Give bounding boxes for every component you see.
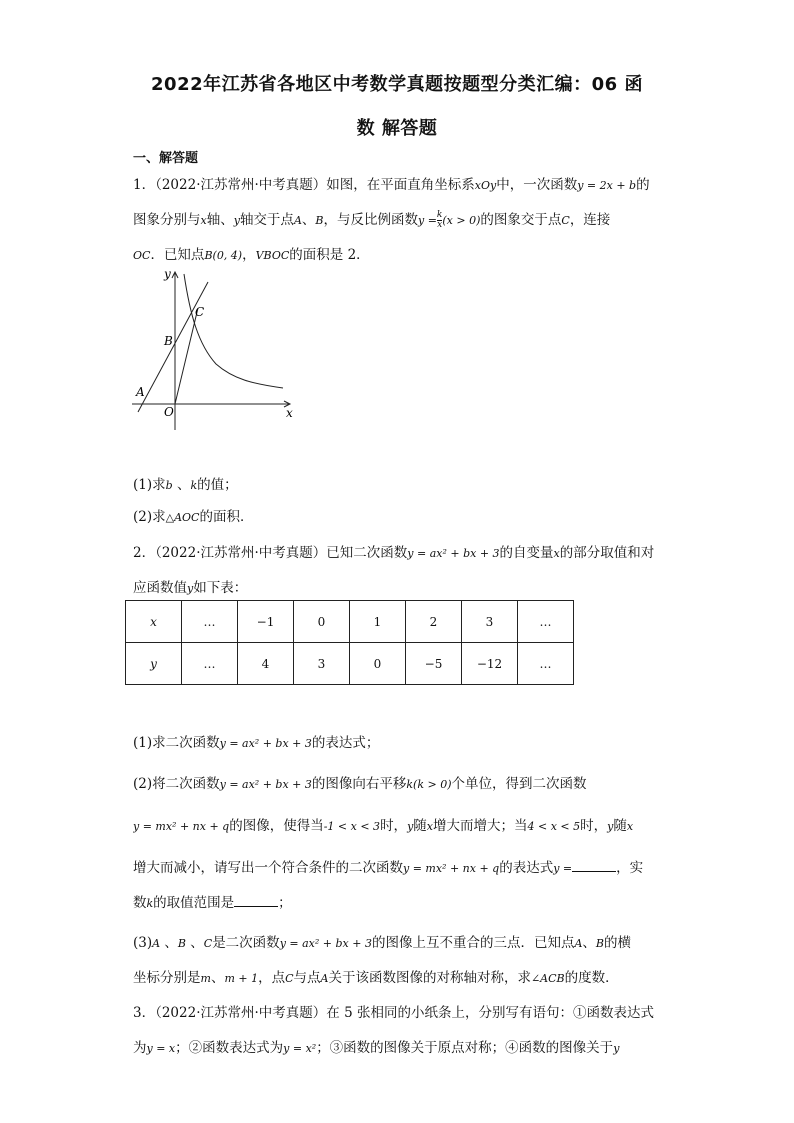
q2-math: x bbox=[626, 820, 634, 833]
table-cell: … bbox=[182, 601, 238, 643]
q2-math: C bbox=[203, 937, 213, 950]
table-cell: −5 bbox=[406, 643, 462, 685]
q2-text: 的自变量 bbox=[499, 545, 554, 561]
table-cell: … bbox=[518, 643, 574, 685]
q2-text: 个单位，得到二次函数 bbox=[451, 776, 587, 792]
q1-math: y = bbox=[417, 214, 437, 227]
q1-text: ， bbox=[242, 247, 256, 263]
q1-text: 中，一次函数 bbox=[496, 177, 578, 193]
q2-math: m + 1 bbox=[224, 972, 259, 985]
q2-math: y = ax² + bx + 3 bbox=[219, 778, 312, 791]
q1-text: ．已知点 bbox=[150, 247, 205, 263]
q2-text: 的横 bbox=[604, 935, 631, 951]
q2-math: k bbox=[146, 897, 154, 910]
q1-math: C bbox=[561, 214, 570, 227]
q2-math: y bbox=[407, 820, 414, 833]
q2-text: 关于该函数图像的对称轴对称，求 bbox=[328, 970, 531, 986]
q1-text: 轴交于点 bbox=[239, 212, 294, 228]
table-row bbox=[126, 643, 574, 685]
q1-text: (1)求 bbox=[133, 477, 166, 493]
q2-text: 增大而减小，请写出一个符合条件的二次函数 bbox=[133, 860, 403, 876]
q1-line-1 bbox=[133, 173, 663, 193]
q2-text: ； bbox=[278, 895, 292, 911]
section-heading: 一、解答题 bbox=[133, 151, 199, 166]
graph-label-b: B bbox=[164, 334, 173, 348]
q2-text: ，实 bbox=[616, 860, 644, 876]
inverse-proportion-curve bbox=[184, 274, 283, 388]
q2-text: 与点 bbox=[293, 970, 321, 986]
linear-function-line bbox=[138, 282, 208, 412]
q2-text: 应函数值 bbox=[133, 580, 187, 596]
q1-text: 的面积是 2． bbox=[289, 247, 370, 263]
q1-text: ，连接 bbox=[569, 212, 611, 228]
q1-math: b bbox=[165, 479, 173, 492]
table-cell: … bbox=[518, 601, 574, 643]
q1-math: OC bbox=[133, 249, 151, 262]
q3-text: ；③函数的图像关于原点对称；④函数的图像关于 bbox=[316, 1040, 614, 1056]
q2-math: 4 < x < 5 bbox=[527, 820, 581, 833]
q3-line-2 bbox=[133, 1036, 663, 1056]
table-cell: … bbox=[182, 643, 238, 685]
q2-sub-1 bbox=[133, 731, 663, 751]
q2-text: 的表达式； bbox=[311, 735, 380, 751]
graph-label-a: A bbox=[136, 385, 145, 399]
q3-math: y = x² bbox=[283, 1042, 317, 1055]
table-cell: 1 bbox=[350, 601, 406, 643]
q2-math: y = mx² + nx + q bbox=[403, 862, 500, 875]
q2-text: ，点 bbox=[258, 970, 286, 986]
q2-math: y = ax² + bx + 3 bbox=[219, 737, 312, 750]
q2-math: y = bbox=[553, 862, 573, 875]
q2-text: 随 bbox=[613, 818, 627, 834]
q2-text: (1)求二次函数 bbox=[133, 735, 220, 751]
q2-math: A bbox=[574, 937, 583, 950]
q1-sub-1 bbox=[133, 473, 663, 493]
q1-math: B(0, 4) bbox=[204, 249, 243, 262]
q3-math: y = x bbox=[146, 1042, 176, 1055]
table-cell: 2 bbox=[406, 601, 462, 643]
q1-math: (x > 0) bbox=[442, 214, 481, 227]
q2-math: k(k > 0) bbox=[406, 778, 452, 791]
q2-math: x bbox=[426, 820, 433, 833]
q2-text: (2)将二次函数 bbox=[133, 776, 220, 792]
q1-math: y bbox=[233, 214, 240, 227]
q1-math-linear: y = 2x + b bbox=[577, 179, 637, 192]
q1-text: 的面积． bbox=[199, 509, 254, 525]
q3-line-1: 3．（2022·江苏常州·中考真题）在 5 张相同的小纸条上，分别写有语句：①函数表达式 bbox=[133, 1005, 654, 1021]
table-cell: y bbox=[126, 643, 182, 685]
q2-math: ∠ACB bbox=[530, 972, 565, 985]
q1-math: B bbox=[315, 214, 324, 227]
q2-text: 、 bbox=[160, 935, 178, 951]
table-cell: −1 bbox=[238, 601, 294, 643]
q1-text: 1．（2022·江苏常州·中考真题）如图，在平面直角坐标系 bbox=[133, 177, 475, 193]
q2-text: 是二次函数 bbox=[212, 935, 280, 951]
q2-math: B bbox=[177, 937, 186, 950]
q2-math: x bbox=[553, 547, 560, 560]
q1-text: 的图象交于点 bbox=[480, 212, 562, 228]
q2-line-2 bbox=[133, 576, 663, 596]
q2-math: y bbox=[187, 582, 194, 595]
graph-label-x: x bbox=[286, 406, 293, 420]
q1-text: 、 bbox=[301, 212, 316, 228]
q1-math: △AOC bbox=[165, 511, 200, 524]
q2-sub-2-line-4 bbox=[133, 891, 663, 911]
q2-text: 随 bbox=[413, 818, 427, 834]
table-cell: 0 bbox=[294, 601, 350, 643]
answer-blank[interactable] bbox=[234, 894, 278, 907]
q3-text: 为 bbox=[133, 1040, 147, 1056]
q1-text: 轴、 bbox=[206, 212, 234, 228]
q1-line-3 bbox=[133, 243, 663, 263]
q2-text: 坐标分别是 bbox=[133, 970, 201, 986]
graph-label-y: y bbox=[164, 267, 171, 281]
graph-label-o: O bbox=[164, 405, 174, 419]
q2-sub-2-line-2 bbox=[133, 814, 663, 834]
q1-line-2 bbox=[133, 208, 663, 230]
document-title-line-1: 2022年江苏省各地区中考数学真题按题型分类汇编：06 函 bbox=[151, 74, 643, 95]
q2-sub-2-line-3 bbox=[133, 856, 663, 876]
q1-text: 、 bbox=[172, 477, 191, 493]
q2-text: 、 bbox=[582, 935, 596, 951]
q2-math: -1 < x < 3 bbox=[323, 820, 381, 833]
table-cell: 3 bbox=[462, 601, 518, 643]
graph-label-c: C bbox=[195, 305, 205, 319]
q2-text: 如下表： bbox=[193, 580, 248, 596]
document-title-line-2: 数 解答题 bbox=[356, 118, 438, 139]
q2-text: 增大而增大；当 bbox=[433, 818, 528, 834]
q1-math-xoy: xOy bbox=[474, 179, 497, 192]
q1-text: (2)求 bbox=[133, 509, 166, 525]
q1-text: 图象分别与 bbox=[133, 212, 201, 228]
table-cell: x bbox=[126, 601, 182, 643]
q2-value-table bbox=[125, 600, 574, 685]
table-cell: 4 bbox=[238, 643, 294, 685]
q2-math: A bbox=[320, 972, 329, 985]
q2-math: y = ax² + bx + 3 bbox=[407, 547, 500, 560]
q2-math: y = mx² + nx + q bbox=[133, 820, 230, 833]
q2-text: 时， bbox=[580, 818, 608, 834]
q2-text: 、 bbox=[185, 935, 204, 951]
q2-text: 2．（2022·江苏常州·中考真题）已知二次函数 bbox=[133, 545, 408, 561]
table-cell: 0 bbox=[350, 643, 406, 685]
q1-math: A bbox=[293, 214, 302, 227]
q2-math: m bbox=[200, 972, 211, 985]
q2-text: 的度数． bbox=[564, 970, 619, 986]
q2-math: A bbox=[152, 937, 161, 950]
q2-sub-3-line-1 bbox=[133, 931, 663, 951]
q1-text: ，与反比例函数 bbox=[323, 212, 418, 228]
table-row bbox=[126, 601, 574, 643]
fraction-denominator: x bbox=[437, 220, 443, 230]
q2-line-1 bbox=[133, 541, 663, 561]
q2-text: 的图像向右平移 bbox=[311, 776, 407, 792]
q3-text: ；②函数表达式为 bbox=[175, 1040, 284, 1056]
table-cell: 3 bbox=[294, 643, 350, 685]
q2-math: C bbox=[285, 972, 294, 985]
q1-coordinate-graph bbox=[128, 264, 300, 432]
q2-text: 数 bbox=[133, 895, 147, 911]
q2-text: 的部分取值和对 bbox=[559, 545, 655, 561]
q2-text: 的图像，使得当 bbox=[229, 818, 324, 834]
q1-math: x bbox=[200, 214, 207, 227]
q2-sub-2-line-1 bbox=[133, 772, 663, 792]
q1-math: k bbox=[190, 479, 198, 492]
fraction-numerator: k bbox=[436, 210, 443, 220]
q2-text: 的取值范围是 bbox=[153, 895, 235, 911]
q2-sub-3-line-2 bbox=[133, 966, 663, 986]
q3-math: y bbox=[613, 1042, 620, 1055]
answer-blank[interactable] bbox=[572, 859, 616, 872]
q2-math: B bbox=[595, 937, 604, 950]
q1-text: 的 bbox=[636, 177, 650, 193]
q1-math: VBOC bbox=[255, 249, 290, 262]
q2-math: y bbox=[607, 820, 614, 833]
q2-text: 的表达式 bbox=[499, 860, 554, 876]
q1-text: 的值； bbox=[197, 477, 238, 493]
q2-text: (3) bbox=[133, 935, 153, 951]
q2-text: 时， bbox=[380, 818, 408, 834]
q2-text: 、 bbox=[210, 970, 225, 986]
table-cell: −12 bbox=[462, 643, 518, 685]
q2-text: 的图像上互不重合的三点．已知点 bbox=[371, 935, 575, 951]
q2-math: y = ax² + bx + 3 bbox=[279, 937, 372, 950]
q1-sub-2 bbox=[133, 505, 663, 525]
